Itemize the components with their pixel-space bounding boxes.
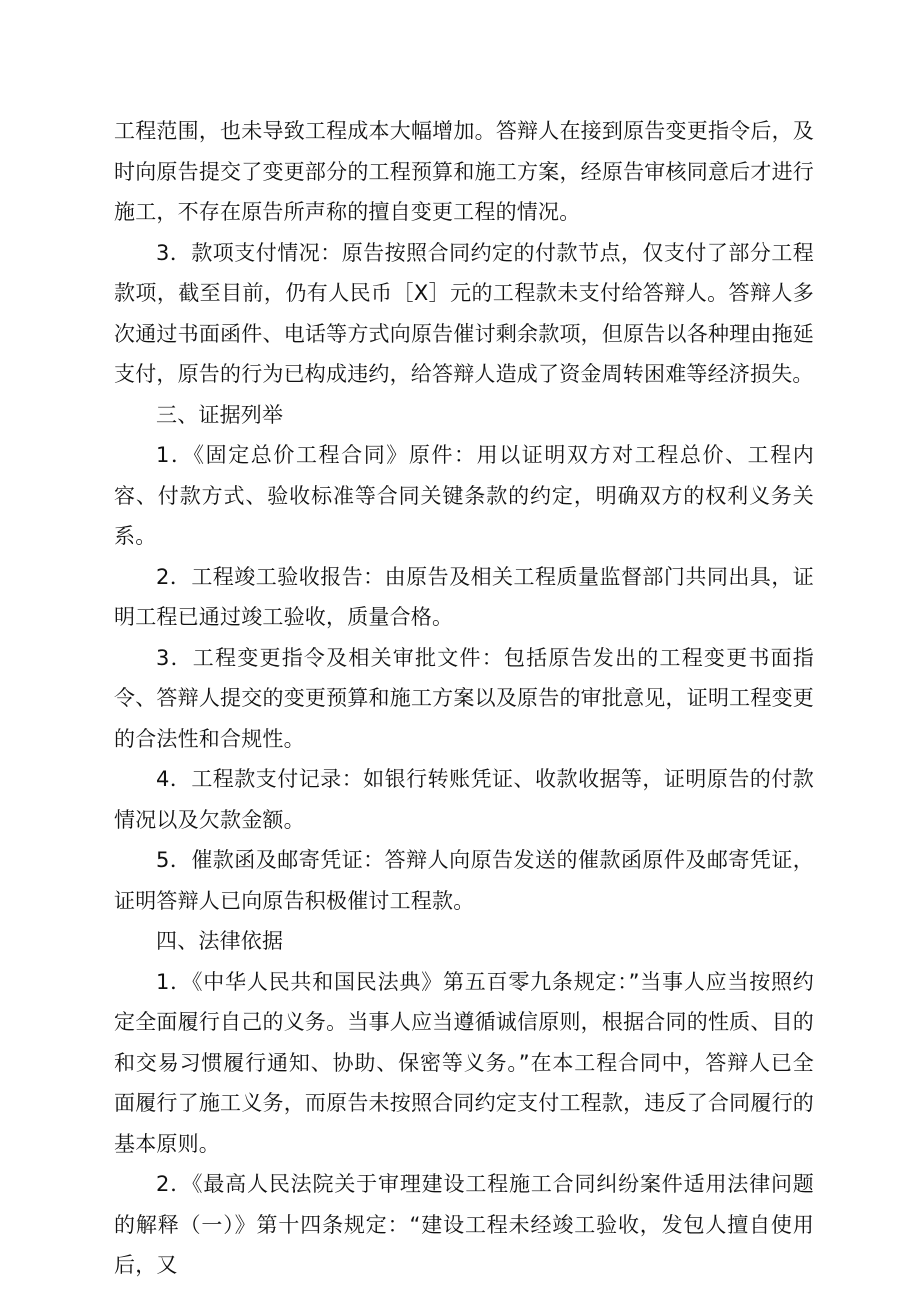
legal-basis-item-2: 2．《最高人民法院关于审理建设工程施工合同纠纷案件适用法律问题的解释（一）》第十四条规定：“建设工程未经竣工验收，发包人擅自使用后，又	[114, 1172, 814, 1277]
paragraph-payment-status: 3．款项支付情况：原告按照合同约定的付款节点，仅支付了部分工程款项，截至目前，仍有人民币［X］元的工程款未支付给答辩人。答辩人多次通过书面函件、电话等方式向原告催讨剩余款项，但原告以各种理由拖延支付，原告的行为已构成违约，给答辩人造成了资金周转困难等经济损失。	[114, 240, 814, 386]
section-heading-evidence: 三、证据列举	[156, 402, 284, 427]
legal-basis-item-1: 1．《中华人民共和国民法典》第五百零九条规定：”当事人应当按照约定全面履行自己的义务。当事人应当遵循诚信原则，根据合同的性质、目的和交易习惯履行通知、协助、保密等义务。”在本工程合同中，答辩人已全面履行了施工义务，而原告未按照合同约定支付工程款，违反了合同履行的基本原则。	[114, 969, 814, 1156]
evidence-item-2: 2．工程竣工验收报告：由原告及相关工程质量监督部门共同出具，证明工程已通过竣工验收，质量合格。	[114, 564, 814, 629]
evidence-item-1: 1．《固定总价工程合同》原件：用以证明双方对工程总价、工程内容、付款方式、验收标准等合同关键条款的约定，明确双方的权利义务关系。	[114, 443, 814, 548]
evidence-item-5: 5．催款函及邮寄凭证：答辩人向原告发送的催款函原件及邮寄凭证，证明答辩人已向原告积极催讨工程款。	[114, 848, 814, 913]
section-heading-legal-basis: 四、法律依据	[156, 929, 284, 953]
document-body	[114, 111, 814, 1286]
paragraph-scope-continuation: 工程范围，也未导致工程成本大幅增加。答辩人在接到原告变更指令后，及时向原告提交了变更部分的工程预算和施工方案，经原告审核同意后才进行施工，不存在原告所声称的擅自变更工程的情况。	[114, 119, 814, 224]
evidence-item-3: 3．工程变更指令及相关审批文件：包括原告发出的工程变更书面指令、答辩人提交的变更预算和施工方案以及原告的审批意见，证明工程变更的合法性和合规性。	[114, 645, 814, 751]
evidence-item-4: 4．工程款支付记录：如银行转账凭证、收款收据等，证明原告的付款情况以及欠款金额。	[114, 767, 814, 832]
